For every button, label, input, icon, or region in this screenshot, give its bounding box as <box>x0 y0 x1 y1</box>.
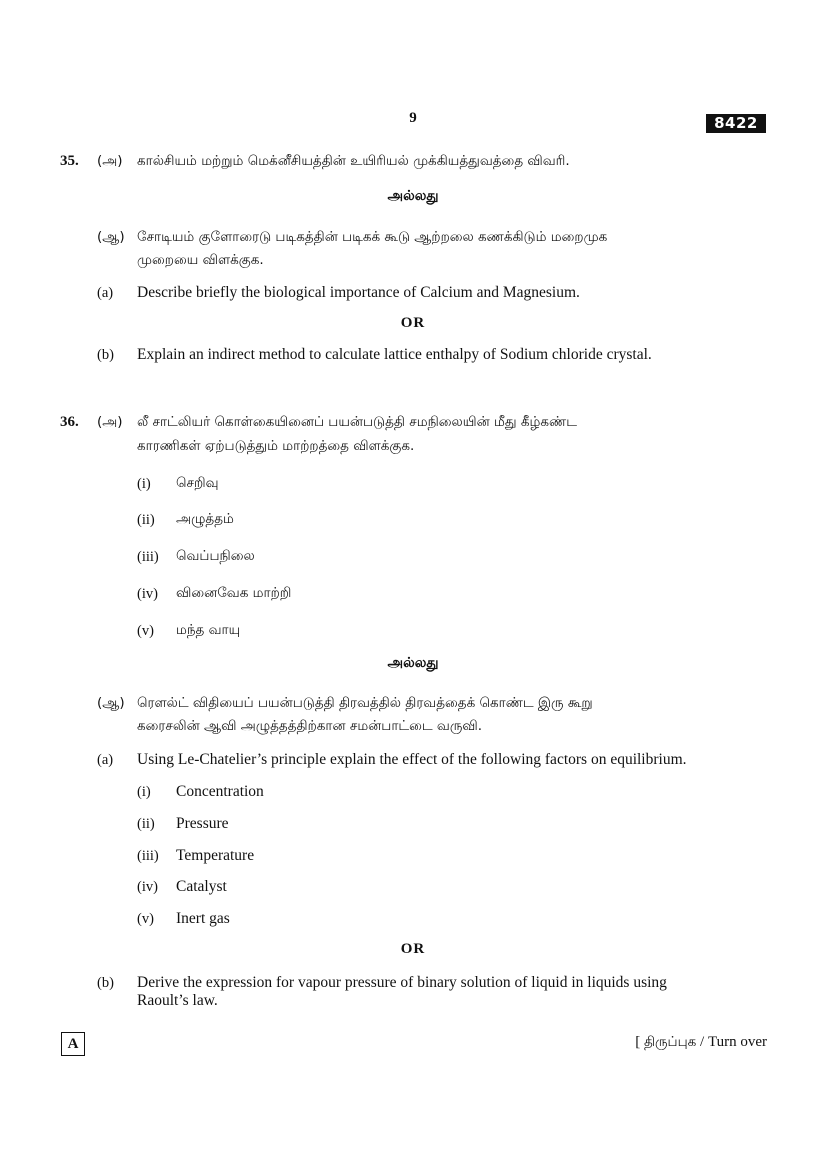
q36-b-tamil-line2: கரைசலின் ஆவி அழுத்தத்திற்கான சமன்பாட்டை வருவி. <box>137 718 483 734</box>
q35-a-tamil-marker: (அ) <box>97 153 123 169</box>
q36-en-item-3-text: Temperature <box>176 847 255 864</box>
q36-a-english-text: Using Le-Chatelier’s principle explain the effect of the following factors on equilibrium. <box>137 751 687 768</box>
turn-over-bracket: [ <box>635 1034 641 1050</box>
q35-a-english-marker: (a) <box>97 285 114 301</box>
q36-ta-item-5-text: மந்த வாயு <box>176 622 241 638</box>
q36-a-english-marker: (a) <box>97 752 114 768</box>
turn-over-note <box>635 1034 767 1052</box>
q35-or-english: OR <box>400 315 426 331</box>
q35-a-tamil-text: கால்சியம் மற்றும் மெக்னீசியத்தின் உயிரியல் முக்கியத்துவத்தை விவரி. <box>137 153 570 169</box>
q35-or-tamil: அல்லது <box>387 188 439 204</box>
q35-b-tamil-line1: சோடியம் குளோரைடு படிகத்தின் படிகக் கூடு ஆற்றலை கணக்கிடும் மறைமுக <box>137 229 608 245</box>
q36-a-tamil-marker: (அ) <box>97 414 123 430</box>
q36-ta-item-3-num: (iii) <box>137 549 159 565</box>
q36-ta-item-5-num: (v) <box>137 623 154 639</box>
q36-en-item-4-text: Catalyst <box>176 878 227 895</box>
q35-b-tamil-line2: முறையை விளக்குக. <box>137 252 264 268</box>
page-number: 9 <box>409 110 417 126</box>
q36-en-item-2-num: (ii) <box>137 816 155 832</box>
q35-a-english-text: Describe briefly the biological importance of Calcium and Magnesium. <box>137 284 580 301</box>
q36-b-english-marker: (b) <box>97 975 114 991</box>
q36-ta-item-2-num: (ii) <box>137 512 155 528</box>
q35-b-english-text: Explain an indirect method to calculate lattice enthalpy of Sodium chloride crystal. <box>137 346 652 363</box>
turn-over-tamil: திருப்புக <box>643 1034 697 1050</box>
q36-en-item-5-num: (v) <box>137 911 154 927</box>
q36-ta-item-1-num: (i) <box>137 476 151 492</box>
q36-ta-item-4-text: வினைவேக மாற்றி <box>176 585 292 601</box>
turn-over-english: Turn over <box>707 1034 767 1050</box>
q36-b-tamil-line1: ரௌல்ட் விதியைப் பயன்படுத்தி திரவத்தில் திரவத்தைக் கொண்ட இரு கூறு <box>137 695 593 711</box>
q36-a-tamil-line1: லீ சாட்லியர் கொள்கையினைப் பயன்படுத்தி சமநிலையின் மீது கீழ்கண்ட <box>137 414 577 430</box>
q36-a-tamil-line2: காரணிகள் ஏற்படுத்தும் மாற்றத்தை விளக்குக. <box>137 438 415 454</box>
q36-ta-item-3-text: வெப்பநிலை <box>176 548 255 564</box>
q36-en-item-5-text: Inert gas <box>176 910 230 927</box>
q36-ta-item-1-text: செறிவு <box>176 475 219 491</box>
q36-b-english-line1: Derive the expression for vapour pressure of binary solution of liquid in liquids using <box>137 974 667 991</box>
q36-en-item-2-text: Pressure <box>176 815 229 832</box>
version-label-box: A <box>61 1032 85 1056</box>
q36-en-item-1-num: (i) <box>137 784 151 800</box>
q36-en-item-3-num: (iii) <box>137 848 159 864</box>
question-35-number: 35. <box>60 153 79 169</box>
q35-b-tamil-marker: (ஆ) <box>97 229 125 245</box>
q36-en-item-4-num: (iv) <box>137 879 158 895</box>
q36-b-english-line2: Raoult’s law. <box>137 992 218 1009</box>
q36-ta-item-2-text: அழுத்தம் <box>176 511 234 527</box>
q36-ta-item-4-num: (iv) <box>137 586 158 602</box>
q36-or-english: OR <box>400 941 426 957</box>
q36-en-item-1-text: Concentration <box>176 783 264 800</box>
question-36-number: 36. <box>60 414 79 430</box>
q35-b-english-marker: (b) <box>97 347 114 363</box>
turn-over-separator: / <box>696 1034 708 1050</box>
paper-code-badge: 8422 <box>706 114 766 133</box>
q36-or-tamil: அல்லது <box>387 655 439 671</box>
q36-b-tamil-marker: (ஆ) <box>97 695 125 711</box>
